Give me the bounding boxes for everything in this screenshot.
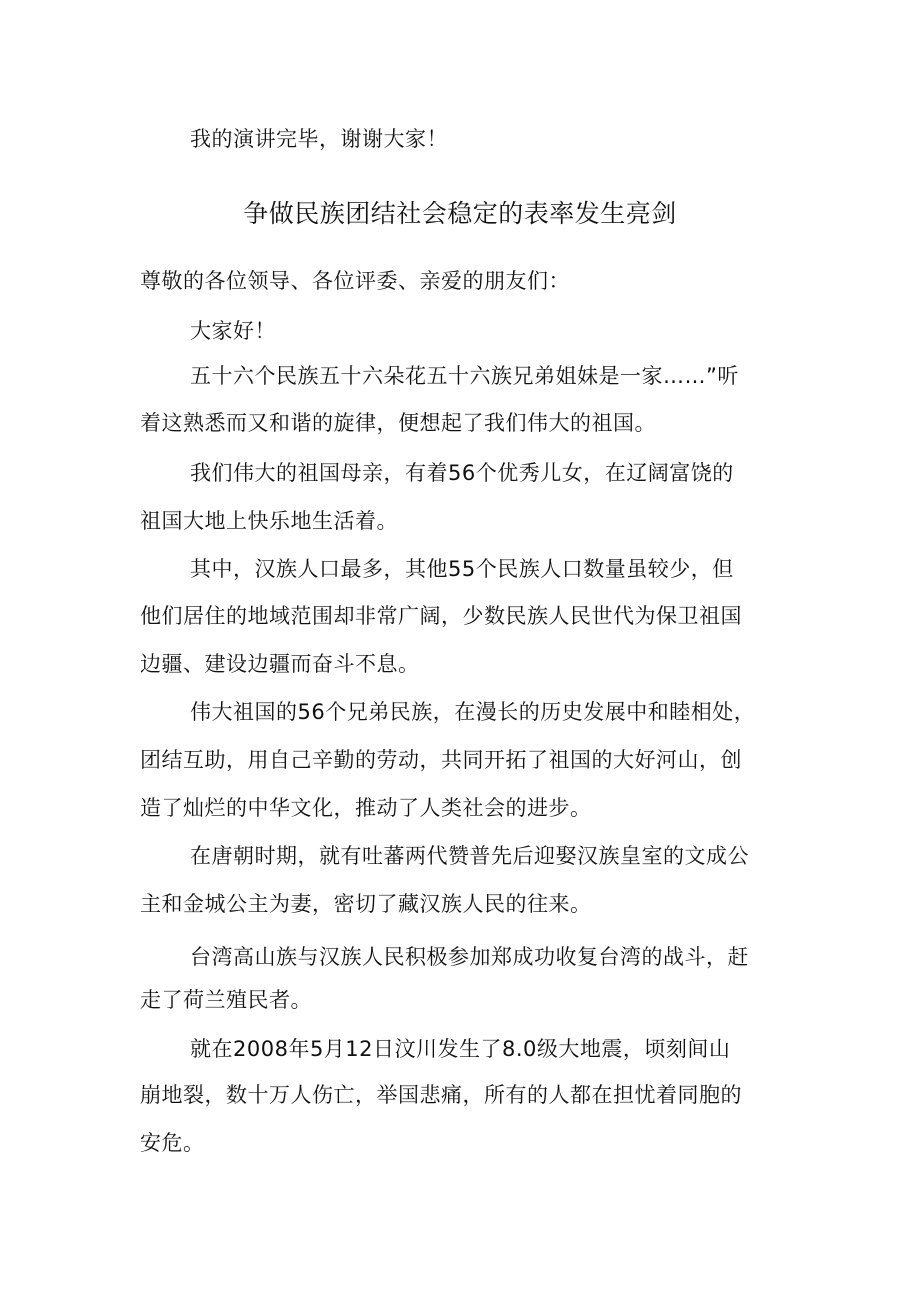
paragraph-4-line-2: 团结互助，用自己辛勤的劳动，共同开拓了祖国的大好河山，创 (140, 748, 742, 772)
paragraph-3-line-3: 边疆、建设边疆而奋斗不息。 (140, 652, 420, 676)
paragraph-7-line-1: 就在2008年5月12日汶川发生了8.0级大地震，顷刻间山 (190, 1037, 731, 1061)
paragraph-4-line-3: 造了灿烂的中华文化，推动了人类社会的进步。 (140, 796, 592, 820)
paragraph-1-line-2: 着这熟悉而又和谐的旋律，便想起了我们伟大的祖国。 (140, 411, 656, 435)
paragraph-5-line-2: 主和金城公主为妻，密切了藏汉族人民的往来。 (140, 892, 592, 916)
paragraph-3-line-2: 他们居住的地域范围却非常广阔，少数民族人民世代为保卫祖国 (140, 604, 742, 628)
paragraph-6-line-2: 走了荷兰殖民者。 (140, 988, 312, 1012)
speech-title: 争做民族团结社会稳定的表率发生亮剑 (243, 199, 677, 228)
paragraph-6-line-1: 台湾高山族与汉族人民积极参加郑成功收复台湾的战斗，赶 (190, 945, 749, 969)
closing-line: 我的演讲完毕，谢谢大家！ (190, 127, 448, 151)
paragraph-2-line-1: 我们伟大的祖国母亲，有着56个优秀儿女，在辽阔富饶的 (190, 461, 734, 485)
paragraph-7-line-2: 崩地裂，数十万人伤亡，举国悲痛，所有的人都在担忧着同胞的 (140, 1083, 742, 1107)
paragraph-5-line-1: 在唐朝时期，就有吐蕃两代赞普先后迎娶汉族皇室的文成公 (190, 844, 749, 868)
greeting: 大家好！ (190, 319, 276, 343)
paragraph-1-line-1: 五十六个民族五十六朵花五十六族兄弟姐妹是一家……”听 (190, 364, 739, 388)
paragraph-4-line-1: 伟大祖国的56个兄弟民族，在漫长的历史发展中和睦相处， (190, 700, 756, 724)
paragraph-3-line-1: 其中，汉族人口最多，其他55个民族人口数量虽较少，但 (190, 557, 734, 581)
paragraph-7-line-3: 安危。 (140, 1131, 205, 1155)
paragraph-2-line-2: 祖国大地上快乐地生活着。 (140, 509, 398, 533)
salutation: 尊敬的各位领导、各位评委、亲爱的朋友们： (140, 269, 570, 293)
